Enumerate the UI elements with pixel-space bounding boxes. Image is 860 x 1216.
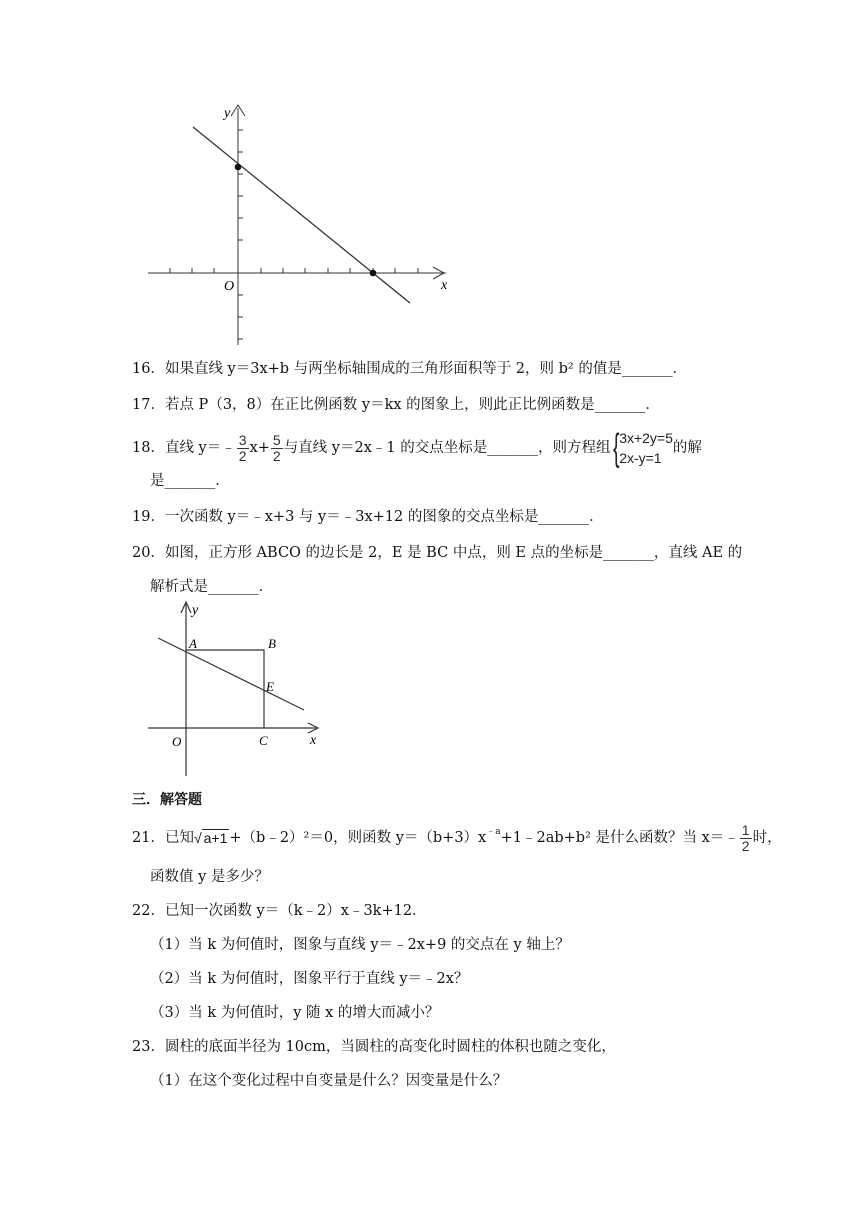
question-text: +1﹣2ab+b² 是什么函数？当 x＝﹣ (500, 830, 739, 846)
question-number: 18． (132, 440, 165, 456)
question-number: 16． (132, 361, 165, 377)
question-text: 与直线 y＝2x﹣1 的交点坐标是_______，则方程组 (283, 440, 611, 456)
y-intercept-point (235, 164, 242, 171)
square-root: √ a+1 (193, 830, 228, 846)
x-intercept-point (370, 270, 377, 277)
question-text: 如图，正方形 ABCO 的边长是 2，E 是 BC 中点，则 E 点的坐标是_______，直线 AE 的 (164, 545, 743, 561)
question-text: 如果直线 y＝3x+b 与两坐标轴围成的三角形面积等于 2，则 b² 的值是_______． (164, 361, 688, 377)
point-e-label: E (266, 679, 274, 694)
point-b-label: B (268, 636, 276, 651)
y-axis-label: y (224, 106, 231, 121)
question-number: 17． (132, 397, 165, 413)
graph-line (193, 127, 410, 303)
exponent: ﹣a (486, 827, 501, 837)
question-20-cont: 解析式是_______． (150, 579, 274, 595)
x-ticks (170, 268, 418, 273)
question-19 (132, 507, 604, 527)
section-heading: 三．解答题 (132, 792, 202, 808)
question-number: 22． (132, 903, 165, 919)
question-text: +（b﹣2）²＝0，则函数 y＝（b+3）x (229, 830, 487, 846)
question-number: 23． (132, 1039, 165, 1055)
question-22 (132, 901, 427, 921)
equation-system: { 3x+2y=5 2x-y=1 (613, 427, 673, 469)
question-21-cont: 函数值 y 是多少？ (150, 869, 269, 885)
y-ticks (238, 130, 243, 339)
point-a-label: A (189, 636, 197, 651)
question-text: 的解 (672, 440, 702, 456)
question-16 (132, 359, 687, 379)
question-22-part-1: （1）当 k 为何值时，图象与直线 y＝﹣2x+9 的交点在 y 轴上？ (150, 937, 570, 953)
x-axis-label: x (310, 733, 317, 748)
question-text: x+ (249, 440, 270, 456)
fraction: $\frac{5}{2}$ (272, 431, 281, 464)
question-number: 21． (132, 830, 165, 846)
question-22-part-3: （3）当 k 为何值时，y 随 x 的增大而减小？ (150, 1005, 440, 1021)
y-axis-label: y (192, 603, 199, 618)
question-18 (132, 428, 702, 468)
origin-label: O (224, 279, 235, 294)
question-text: 已知一次函数 y＝（k﹣2）x﹣3k+12． (164, 903, 427, 919)
question-23-part-1: （1）在这个变化过程中自变量是什么？因变量是什么？ (150, 1073, 508, 1089)
question-number: 20． (132, 545, 165, 561)
fraction: $\frac{3}{2}$ (238, 431, 247, 464)
origin-label: O (172, 734, 182, 749)
question-21 (132, 819, 782, 857)
question-number: 19． (132, 509, 165, 525)
question-text: 时， (752, 830, 782, 846)
line-ae (158, 638, 304, 710)
x-axis-label: x (441, 278, 448, 293)
question-18-cont: 是_______． (150, 473, 230, 489)
question-23 (132, 1037, 616, 1057)
question-text: 圆柱的底面半径为 10cm，当圆柱的高变化时圆柱的体积也随之变化， (164, 1039, 616, 1055)
question-text: 直线 y＝﹣ (164, 440, 236, 456)
question-17 (132, 395, 660, 415)
question-text: 一次函数 y＝﹣x+3 与 y＝﹣3x+12 的图象的交点坐标是_______． (164, 509, 604, 525)
figure-square-abco (146, 598, 326, 780)
question-text: 已知 (164, 830, 194, 846)
question-22-part-2: （2）当 k 为何值时，图象平行于直线 y＝﹣2x？ (150, 971, 469, 987)
point-c-label: C (259, 733, 268, 748)
square-sides (186, 650, 264, 728)
figure-line-graph (148, 100, 450, 350)
question-text: 若点 P（3，8）在正比例函数 y＝kx 的图象上，则此正比例函数是_______． (164, 397, 660, 413)
fraction: $\frac{1}{2}$ (741, 821, 750, 854)
question-20 (132, 543, 742, 563)
